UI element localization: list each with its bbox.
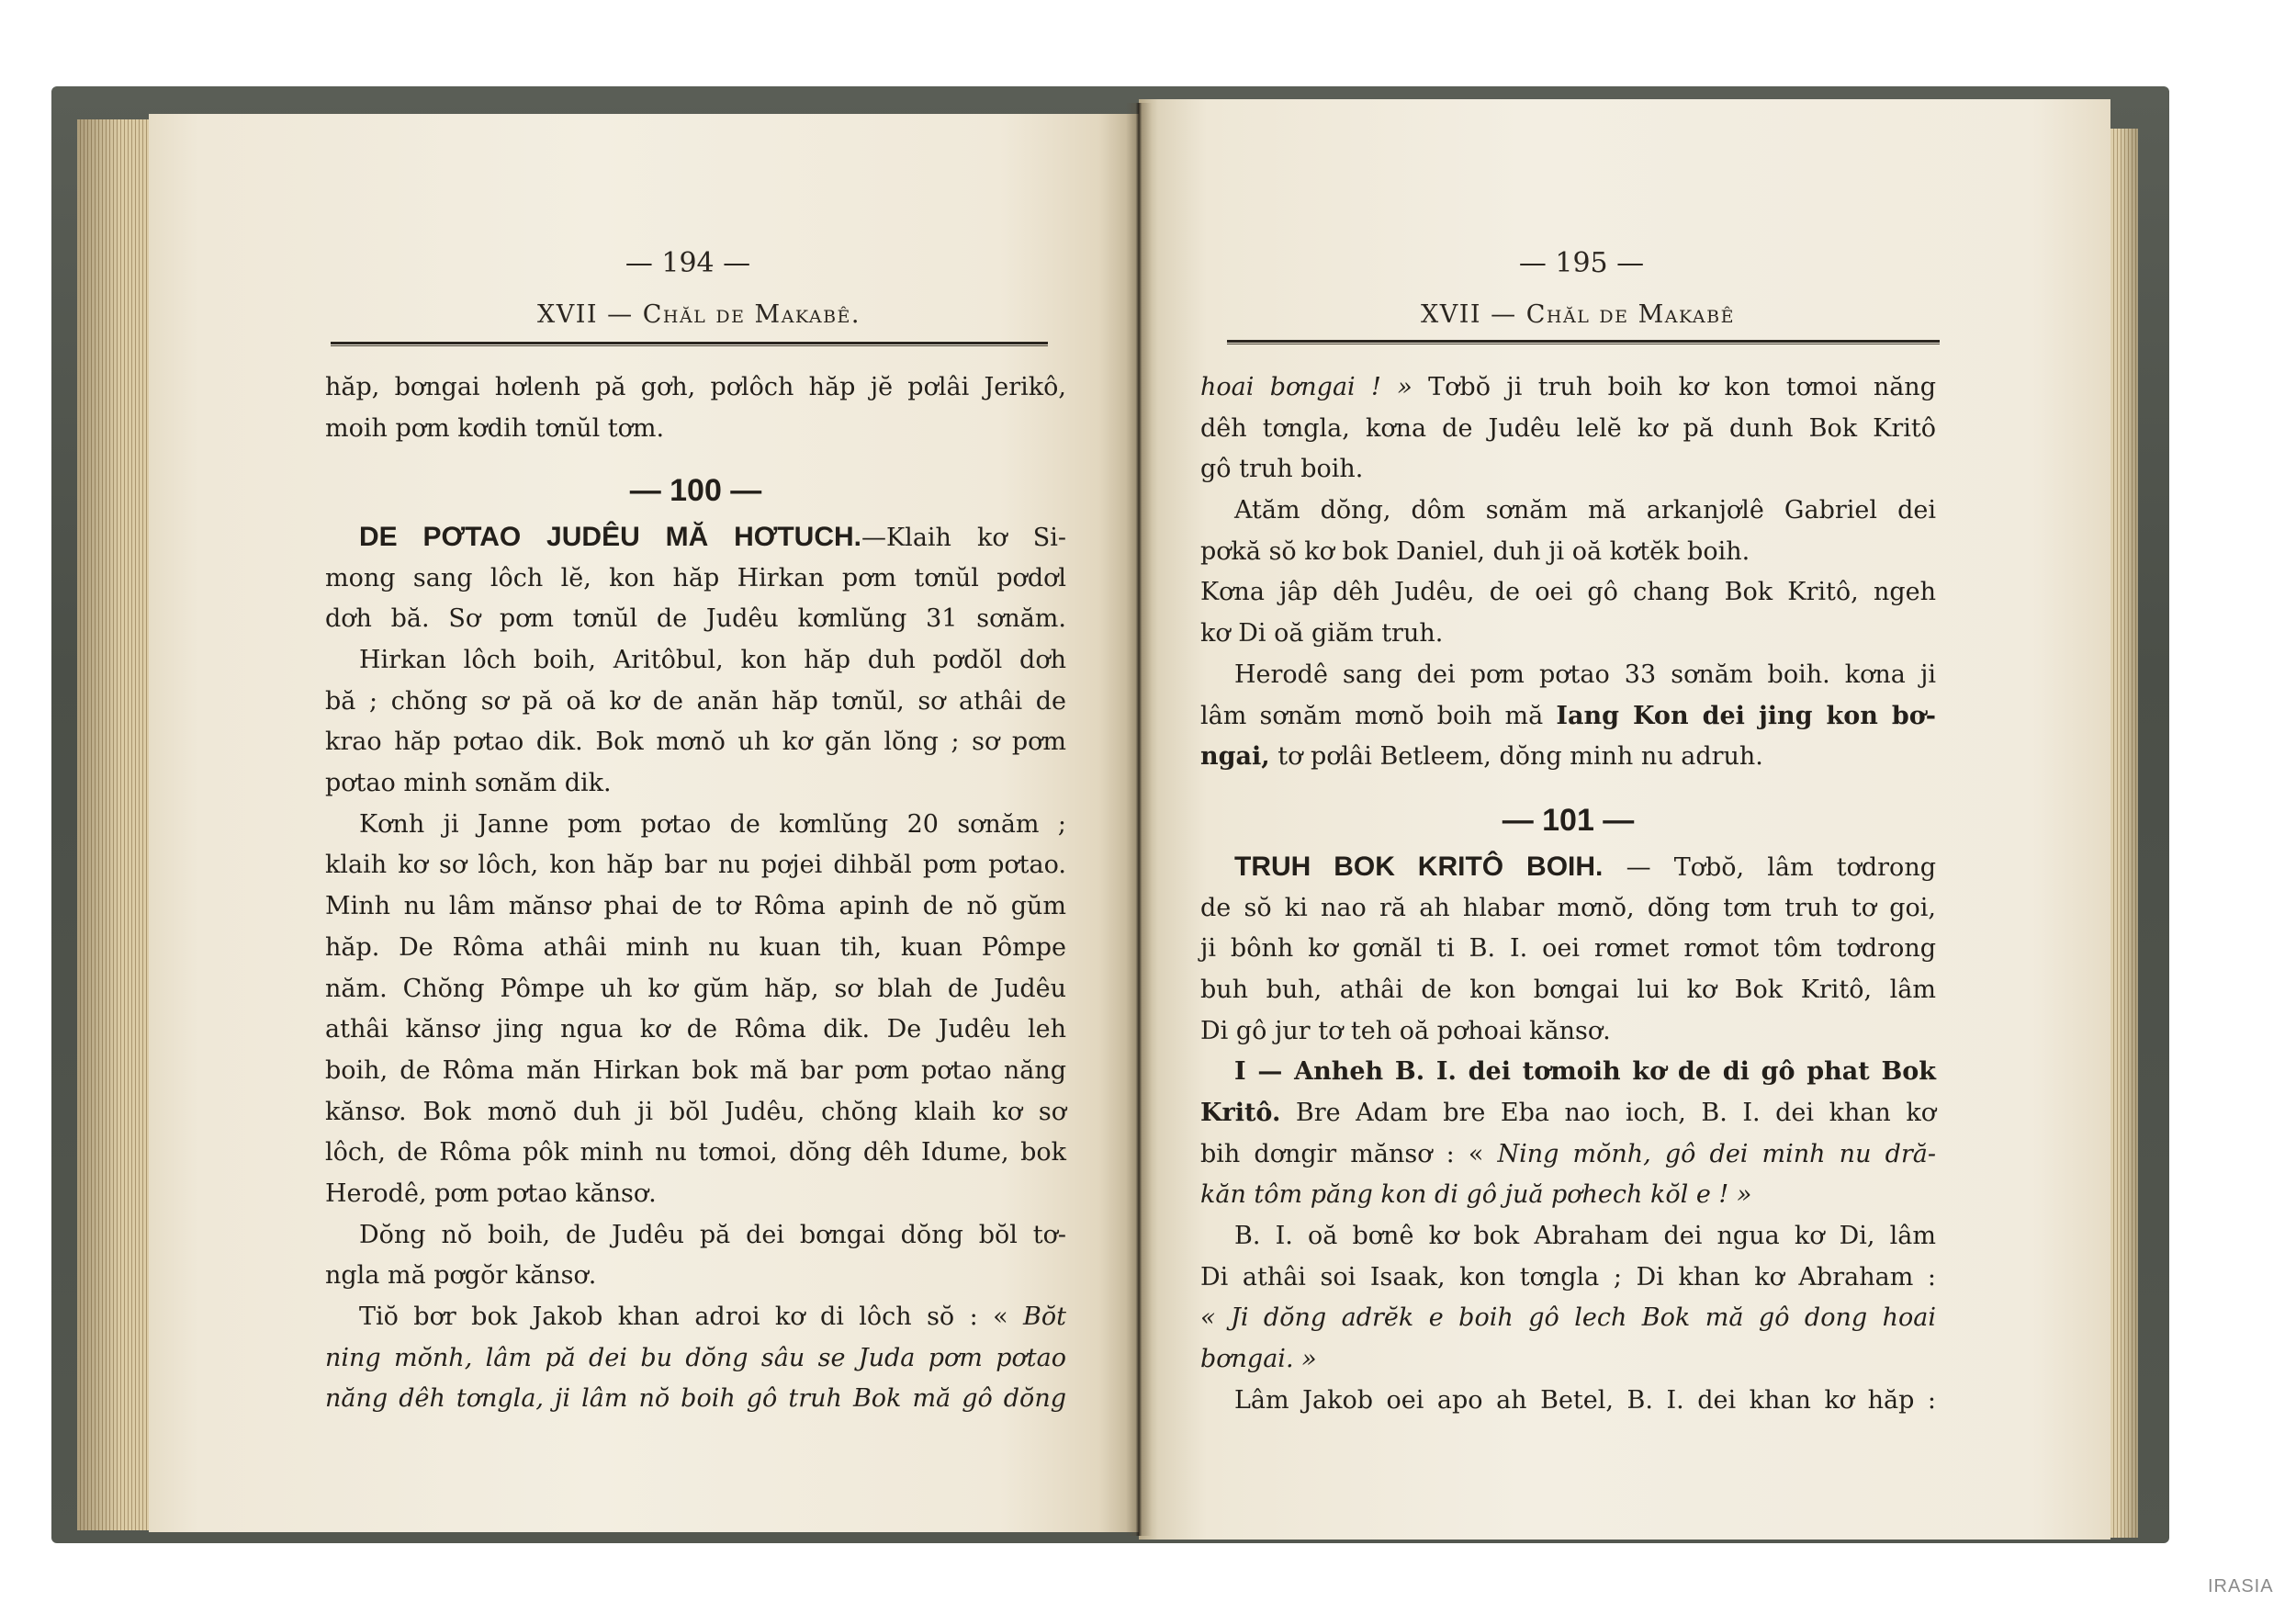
text-line: buh buh, athâi de kon bơngai lui kơ Bok Kritô, lâm — [1200, 975, 1936, 1004]
text-line: Di athâi soi Isaak, kon tơngla ; Di khan kơ Abraham : — [1200, 1262, 1936, 1292]
section-number: — 100 — — [629, 472, 762, 508]
text-line: pơkă sŏ kơ bok Daniel, duh ji oă kơtĕk boih. — [1200, 536, 1750, 566]
text-line: klaih kơ sơ lôch, kon hăp bar nu pơjei dihbăl pơm pơtao. — [325, 851, 1066, 880]
text-line: dơh bă. Sơ pơm tơnŭl de Judêu kơmlŭng 31 sơnăm. — [325, 604, 1066, 634]
text-line: ji bônh kơ gơnăl ti B. I. oei rơmet rơmot tôm tơdrong — [1200, 934, 1936, 964]
text-line: lôch, de Rôma pôk minh nu tơmoi, dŏng dêh Idume, bok — [325, 1138, 1066, 1167]
section-heading-line — [1200, 847, 1936, 888]
text-line: pơtao minh sơnăm dik. — [325, 769, 612, 798]
text-line: Lâm Jakob oei apo ah Betel, B. I. dei khan kơ hăp : — [1234, 1385, 1936, 1415]
text-line — [1200, 1134, 1936, 1176]
text-line: gô truh boih. — [1200, 455, 1364, 484]
text-line — [1200, 737, 1936, 778]
right-page-text — [1200, 367, 1936, 1421]
bold-run: ngai, — [1200, 742, 1270, 772]
text-line: krao hăp pơtao dik. Bok mơnŏ uh kơ găn lŏng ; sơ pơm — [325, 728, 1066, 757]
text-line: bă ; chŏng sơ pă oă kơ de anăn hăp tơnŭl, sơ athâi de — [325, 686, 1066, 716]
text-run: Bre Adam bre Eba nao ioch, B. I. dei khan kơ — [1295, 1098, 1936, 1127]
quote-run: hoai bơngai ! » — [1200, 373, 1412, 401]
text-line: Herodê, pơm pơtao kănsơ. — [325, 1179, 657, 1208]
quote-line: kăn tôm păng kon di gô juă pơhech kŏl e ! » — [1200, 1180, 1752, 1210]
text-line: B. I. oă bơnê kơ bok Abraham dei ngua kơ Di, lâm — [1234, 1222, 1936, 1251]
right-page-number: — 195 — — [1518, 247, 1645, 279]
left-page-text — [325, 367, 1066, 1420]
left-page-number: — 194 — — [625, 247, 751, 279]
text-line: athâi kănsơ jing ngua kơ de Rôma dik. De Judêu leh — [325, 1015, 1066, 1044]
left-page-edges — [77, 119, 151, 1530]
text-line: Hirkan lôch boih, Aritôbul, kon hăp duh pơdŏl dơh — [359, 646, 1066, 675]
text-line — [325, 1297, 1066, 1338]
left-running-head: XVII — Chăl de Makabê. — [537, 300, 861, 329]
subheading-line: I — Anheh B. I. dei tơmoih kơ de di gô phat Bok — [1234, 1057, 1936, 1087]
bold-run: Iang Kon dei jing kon bơ- — [1556, 701, 1936, 730]
text-run: —Klaih kơ Si- — [861, 523, 1066, 552]
text-line: hăp, bơngai hơlenh pă gơh, pơlôch hăp jĕ pơlâi Jerikô, — [325, 373, 1066, 401]
text-run: bih dơngir mănsơ : « — [1200, 1139, 1484, 1168]
text-line: năm. Chŏng Pômpe uh kơ gŭm hăp, sơ blah de Judêu — [325, 974, 1066, 1003]
text-line: Minh nu lâm mănsơ phai de tơ Rôma apinh de nŏ gŭm — [325, 892, 1066, 921]
text-run: tơ pơlâi Betleem, dŏng minh nu adruh. — [1277, 742, 1763, 772]
text-line — [1200, 696, 1936, 738]
text-line: Dŏng nŏ boih, de Judêu pă dei bơngai dŏng bŏl tơ- — [359, 1220, 1066, 1249]
text-run: Tơbŏ ji truh boih kơ kon tơmoi năng — [1428, 373, 1936, 401]
section-heading: TRUH BOK KRITÔ BOIH. — [1234, 851, 1604, 882]
text-line: ngla mă pơgŏr kănsơ. — [325, 1261, 597, 1291]
section-number: — 101 — — [1502, 802, 1635, 838]
text-line: Di gô jur tơ teh oă pơhoai kănsơ. — [1200, 1016, 1611, 1045]
bold-run: Kritô. — [1200, 1098, 1281, 1127]
text-run: lâm sơnăm mơnŏ boih mă — [1200, 701, 1544, 730]
section-heading: DE PƠTAO JUDÊU MĂ HƠTUCH. — [359, 521, 862, 552]
text-run: Tiŏ bơr bok Jakob khan adroi kơ di lôch sŏ : « — [359, 1303, 1008, 1332]
quote-line: « Ji dŏng adrĕk e boih gô lech Bok mă gô dong hoai — [1200, 1303, 1936, 1333]
text-line: hăp. De Rôma athâi minh nu kuan tih, kuan Pômpe — [325, 932, 1066, 962]
right-running-head: XVII — Chăl de Makabê — [1421, 300, 1735, 329]
quote-line: bơngai. » — [1200, 1345, 1317, 1374]
text-line: moih pơm kơdih tơnŭl tơm. — [325, 413, 665, 443]
text-line: de sŏ ki nao ră ah hlabar mơnŏ, dŏng tơm truh tơ goi, — [1200, 893, 1936, 922]
right-page-edges — [2110, 129, 2138, 1538]
quote-line: ning mŏnh, lâm pă dei bu dŏng sâu se Juda pơm pơtao — [325, 1343, 1066, 1372]
text-line: kơ Di oă giăm truh. — [1200, 619, 1444, 649]
text-run: — Tơbŏ, lâm tơdrong — [1626, 852, 1936, 882]
text-line — [1200, 367, 1936, 409]
left-header-rule — [331, 342, 1048, 346]
watermark: IRASIA — [2208, 1576, 2274, 1596]
text-line — [1200, 1093, 1936, 1134]
book-gutter — [1126, 103, 1152, 1536]
right-header-rule — [1227, 340, 1940, 344]
section-heading-line — [325, 517, 1066, 558]
quote-line: năng dêh tơngla, ji lâm nŏ boih gô truh Bok mă gô dŏng — [325, 1384, 1066, 1414]
text-line: Kơnh ji Janne pơm pơtao de kơmlŭng 20 sơnăm ; — [359, 809, 1066, 839]
text-line: boih, de Rôma măn Hirkan bok mă bar pơm pơtao năng — [325, 1055, 1066, 1085]
text-line: Atăm dŏng, dôm sơnăm mă arkanjơlê Gabriel dei — [1234, 496, 1936, 525]
text-line: dêh tơngla, kơna de Judêu lelĕ kơ pă dunh Bok Kritô — [1200, 413, 1936, 443]
text-line: Herodê sang dei pơm pơtao 33 sơnăm boih. kơna ji — [1234, 660, 1936, 689]
text-line: Kơna jâp dêh Judêu, de oei gô chang Bok Kritô, ngeh — [1200, 578, 1936, 607]
quote-run: Ning mŏnh, gô dei minh nu dră- — [1497, 1139, 1936, 1168]
quote-run: Bŏt — [1023, 1303, 1066, 1332]
text-line: mong sang lôch lĕ, kon hăp Hirkan pơm tơnŭl pơdơl — [325, 563, 1066, 592]
text-line: kănsơ. Bok mơnŏ duh ji bŏl Judêu, chŏng klaih kơ sơ — [325, 1097, 1066, 1126]
